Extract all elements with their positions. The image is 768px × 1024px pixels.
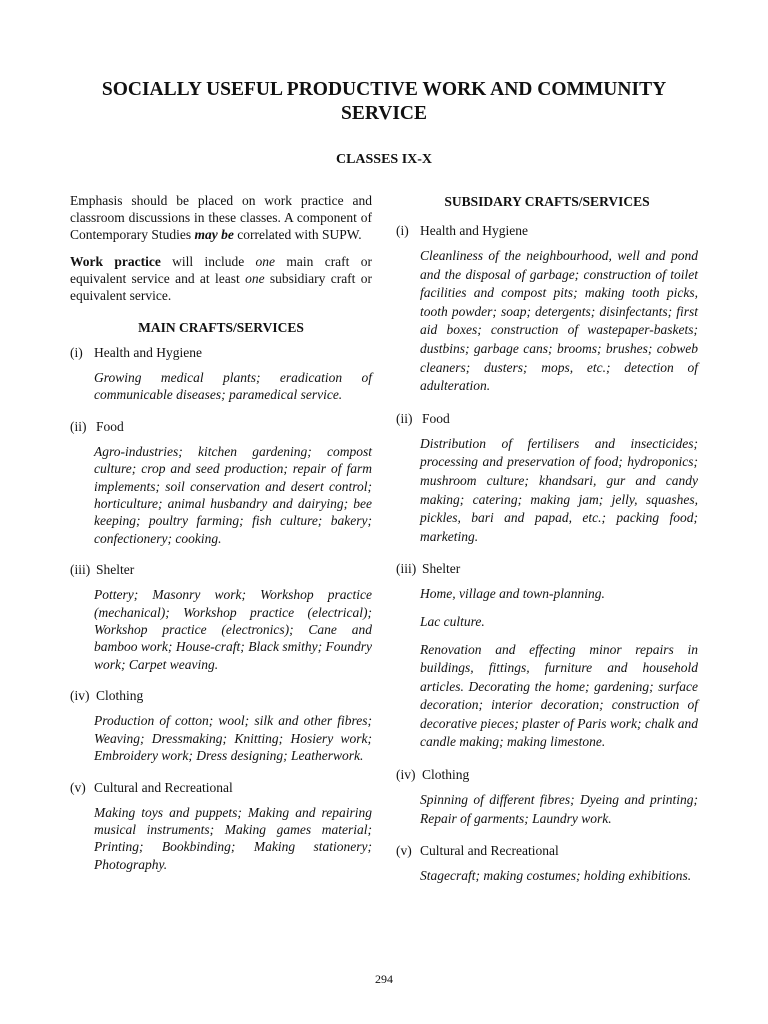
list-item: [396, 842, 698, 886]
list-item: [396, 560, 698, 752]
item-number: (iv): [70, 688, 90, 704]
item-label: Food: [96, 418, 124, 434]
intro-emphasis: one: [255, 254, 276, 269]
intro-text: Emphasis should be placed on work practice and classroom discussions in these classes. A component of Contemporary Studies: [70, 193, 372, 242]
list-item: [396, 766, 698, 828]
intro-emphasis: may be: [194, 227, 234, 242]
item-number: (v): [70, 779, 86, 795]
intro-text: main craft or equivalent service and at least: [70, 254, 372, 286]
intro-paragraph-2: [70, 253, 372, 304]
item-label: Clothing: [96, 688, 144, 704]
work-practice-label: Work practice: [70, 254, 161, 269]
item-description: Distribution of fertilisers and insecticides; processing and preservation of food; hydroponics; mushroom culture; khandsari, gur and candy making; catering; making jam; jelly, squashes, pickles, bari and papad, etc.; packing food; marketing.: [420, 435, 698, 544]
page-title: [60, 78, 708, 126]
item-title: [70, 779, 372, 796]
intro-emphasis: one: [245, 271, 265, 286]
item-number: (iv): [396, 767, 416, 783]
item-number: (i): [396, 223, 409, 238]
item-label: Cultural and Recreational: [420, 843, 559, 859]
item-title: [396, 410, 698, 427]
item-label: Shelter: [422, 561, 461, 577]
main-crafts-heading: MAIN CRAFTS/SERVICES: [138, 320, 304, 335]
intro-text: subsidiary craft or equivalent service.: [70, 271, 373, 303]
item-label: Cultural and Recreational: [94, 779, 233, 795]
list-item: [70, 779, 372, 874]
item-number: (ii): [70, 418, 87, 434]
item-title: [396, 842, 698, 859]
item-title: [396, 766, 698, 783]
item-title: [70, 561, 372, 578]
item-number: (ii): [396, 410, 413, 426]
item-label: Food: [422, 410, 450, 426]
item-description: Spinning of different fibres; Dyeing and printing; Repair of garments; Laundry work.: [420, 792, 698, 826]
item-title: [70, 344, 372, 361]
item-label: Shelter: [96, 562, 135, 578]
title-line-1: SOCIALLY USEFUL PRODUCTIVE WORK AND COMMUNITY: [101, 79, 667, 100]
intro-paragraph-1: [70, 192, 372, 243]
intro-text: correlated with SUPW.: [233, 227, 362, 242]
item-description: Lac culture.: [420, 613, 485, 629]
list-item: [70, 418, 372, 547]
intro-text: will include: [160, 254, 256, 269]
item-number: (v): [396, 843, 412, 859]
list-item: [70, 344, 372, 404]
item-label: Clothing: [422, 767, 470, 783]
list-item: [70, 687, 372, 764]
page-number: 294: [375, 972, 393, 986]
item-number: (i): [70, 345, 83, 360]
item-title: [70, 418, 372, 435]
left-column: [70, 192, 372, 887]
item-label: Health and Hygiene: [94, 345, 202, 360]
classes-heading: CLASSES IX-X: [335, 152, 433, 167]
item-description: Production of cotton; wool; silk and other fibres; Weaving; Dressmaking; Knitting; Hosiery work; Embroidery work; Dress designing; Leatherwork.: [94, 713, 372, 764]
item-label: Health and Hygiene: [420, 223, 528, 238]
item-description: Pottery; Masonry work; Workshop practice (mechanical); Workshop practice (electrical); Workshop practice (electronics); Cane and bamboo work; House-craft; Black smithy; Foundry work; Carpet weaving.: [94, 587, 372, 672]
item-description: Making toys and puppets; Making and repairing musical instruments; Making games material; Printing; Bookbinding; Making stationery; Photography.: [94, 804, 372, 872]
item-number: (iii): [70, 562, 91, 578]
list-item: [70, 561, 372, 673]
item-number: (iii): [396, 561, 417, 577]
item-description: Stagecraft; making costumes; holding exhibitions.: [420, 868, 692, 884]
item-description: Home, village and town-planning.: [420, 586, 605, 602]
right-column: [396, 194, 698, 900]
subsidiary-crafts-heading: SUBSIDARY CRAFTS/SERVICES: [444, 194, 650, 209]
item-description: Growing medical plants; eradication of communicable diseases; paramedical service.: [94, 370, 372, 403]
item-description: Renovation and effecting minor repairs in buildings, fittings, furniture and household articles. Decorating the home; gardening; surface decoration; interior decoration; construction of decorative pieces; plaster of Paris work; chalk and candle making; making limestone.: [420, 641, 698, 750]
subsidiary-crafts-list: [396, 222, 698, 886]
main-crafts-list: [70, 344, 372, 873]
item-description: Cleanliness of the neighbourhood, well and pond and the disposal of garbage; construction of toilet facilities and compost pits; making tooth picks, tooth powder; soap; detergents; disinfectants; first aid boxes; construction of wastepaper-baskets; dustbins; garbage cans; brooms; brushes; cobweb cleaners; dusters; mops, etc.; detection of adulteration.: [420, 248, 698, 394]
item-title: [70, 687, 372, 704]
item-title: [396, 560, 698, 577]
item-title: [396, 222, 698, 239]
list-item: [396, 222, 698, 396]
list-item: [396, 410, 698, 547]
item-description: Agro-industries; kitchen gardening; compost culture; crop and seed production; repair of farm implements; soil conservation and desert control; horticulture; animal husbandry and dairying; bee keeping; poultry farming; fish culture; bakery; confectionery; cooking.: [94, 443, 372, 546]
title-line-2: SERVICE: [340, 103, 427, 124]
